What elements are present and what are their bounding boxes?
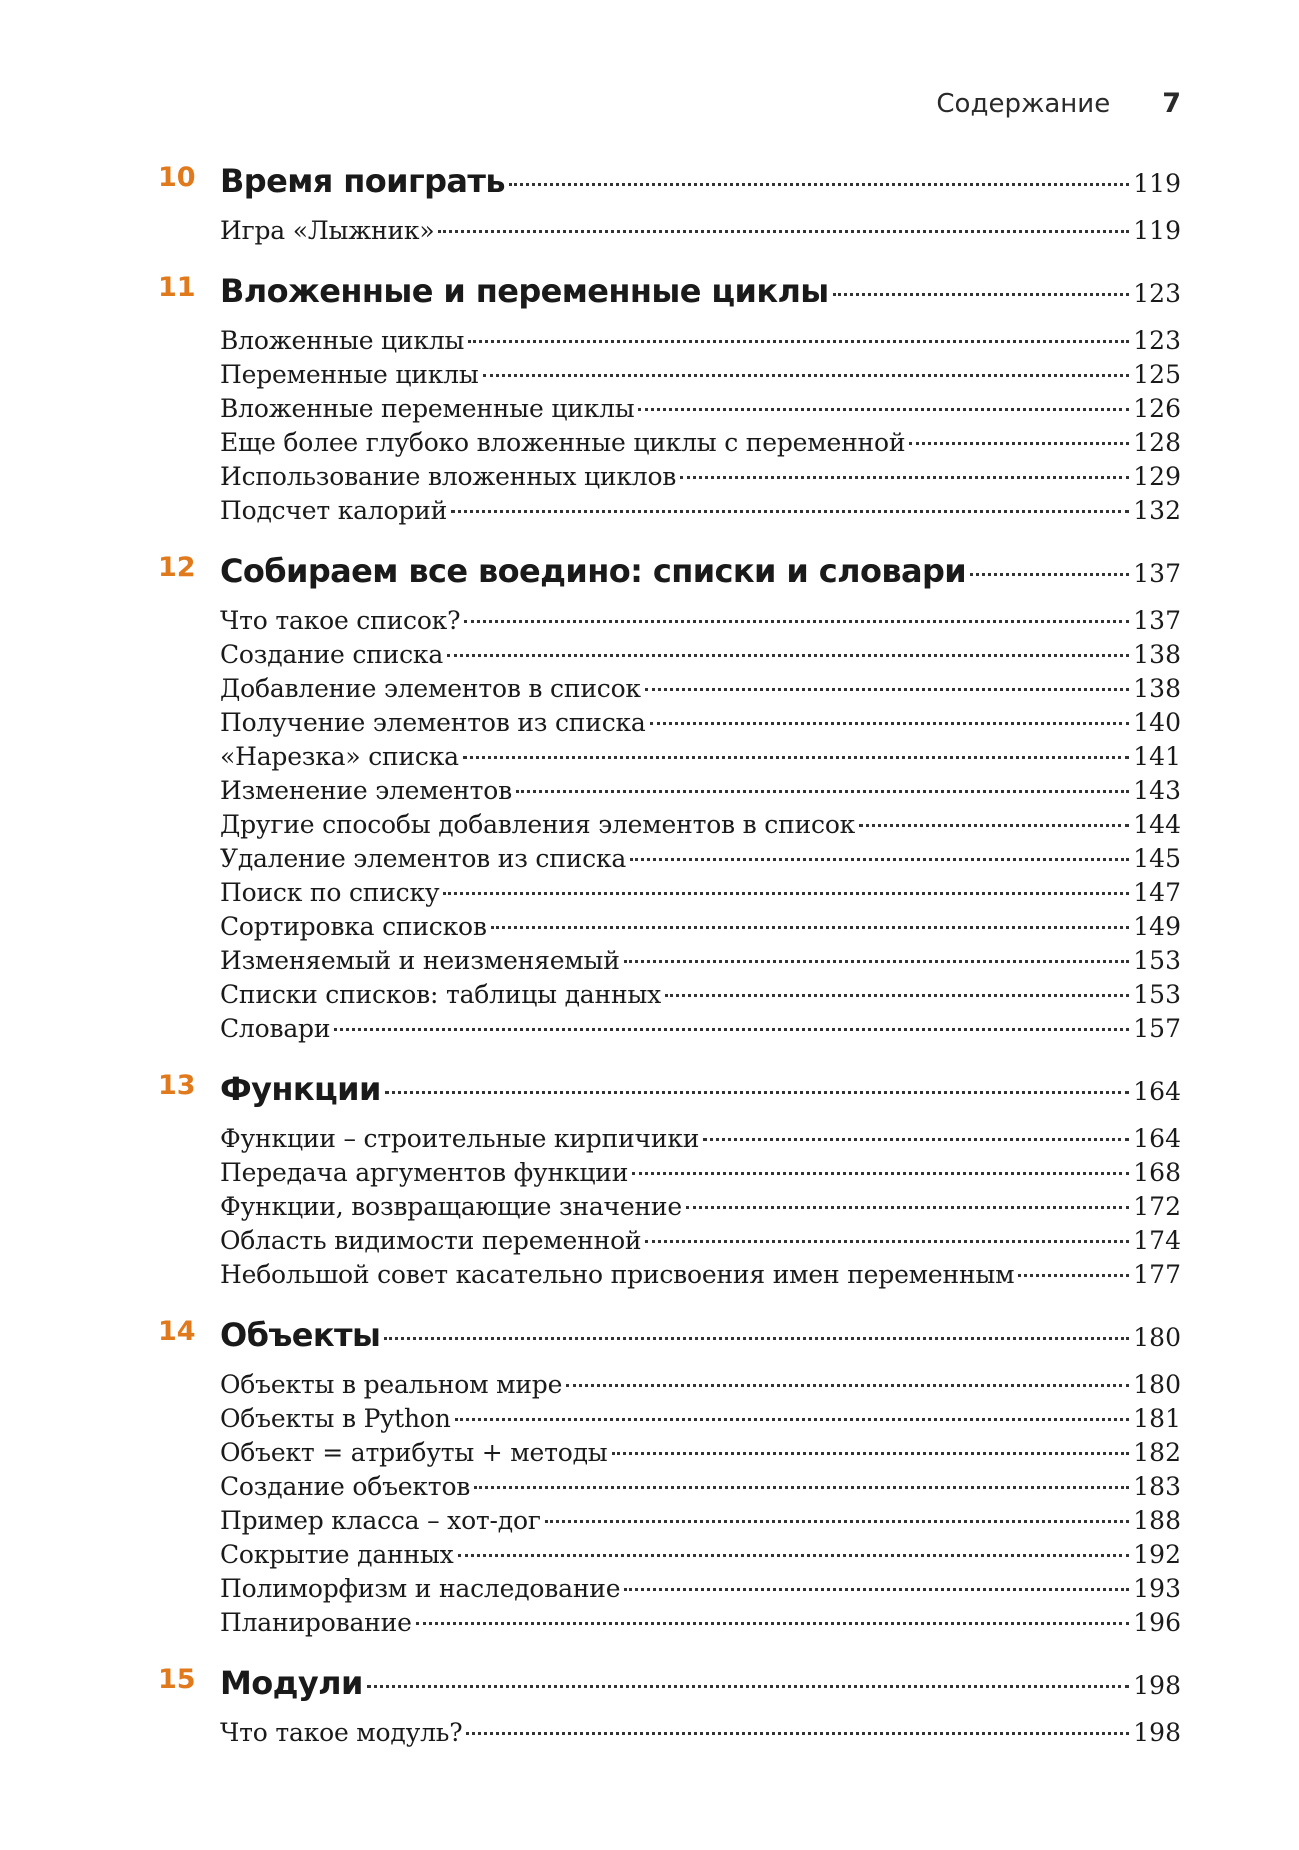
chapter-12 (0, 552, 1299, 1048)
entry-page: 153 (1133, 980, 1181, 1009)
toc-entry[interactable] (0, 1718, 1299, 1752)
entry-page: 196 (1133, 1608, 1181, 1637)
entry-page: 177 (1133, 1260, 1181, 1289)
entry-page: 119 (1133, 216, 1181, 245)
chapter-heading[interactable] (0, 1664, 1299, 1718)
toc-entry[interactable] (0, 708, 1299, 742)
chapter-page: 119 (1133, 169, 1181, 198)
chapter-page: 123 (1133, 279, 1181, 308)
entry-page: 164 (1133, 1124, 1181, 1153)
dot-leader (650, 722, 1130, 725)
dot-leader (491, 926, 1130, 929)
chapter-page: 164 (1133, 1077, 1181, 1106)
entry-page: 193 (1133, 1574, 1181, 1603)
entry-title: Объекты в реальном мире (220, 1370, 563, 1399)
dot-leader (463, 756, 1129, 759)
toc-entry[interactable] (0, 912, 1299, 946)
entry-title: Создание списка (220, 640, 444, 669)
chapter-13 (0, 1070, 1299, 1294)
entry-page: 183 (1133, 1472, 1181, 1501)
toc-entry[interactable] (0, 1472, 1299, 1506)
entry-title: Вложенные циклы (220, 326, 465, 355)
dot-leader (334, 1028, 1129, 1031)
entry-title: Подсчет калорий (220, 496, 448, 525)
toc-entry[interactable] (0, 1158, 1299, 1192)
toc-entry[interactable] (0, 878, 1299, 912)
chapter-page: 198 (1133, 1671, 1181, 1700)
entry-page: 192 (1133, 1540, 1181, 1569)
dot-leader (645, 688, 1129, 691)
running-head-title: Содержание (936, 89, 1111, 119)
chapter-number: 10 (158, 162, 196, 193)
chapter-title: Собираем все воедино: списки и словари (220, 552, 967, 590)
toc-entry[interactable] (0, 1438, 1299, 1472)
entry-page: 172 (1133, 1192, 1181, 1221)
dot-leader (483, 374, 1130, 377)
chapter-heading[interactable] (0, 272, 1299, 326)
entry-title: Удаление элементов из списка (220, 844, 627, 873)
entry-title: Другие способы добавления элементов в список (220, 810, 856, 839)
chapter-number: 11 (158, 272, 196, 303)
chapter-title: Время поиграть (220, 162, 505, 200)
toc-entry[interactable] (0, 844, 1299, 878)
entry-title: Получение элементов из списка (220, 708, 646, 737)
toc-entry[interactable] (0, 606, 1299, 640)
chapter-14 (0, 1316, 1299, 1642)
entry-title: Объекты в Python (220, 1404, 451, 1433)
entry-page: 157 (1133, 1014, 1181, 1043)
entry-page: 138 (1133, 640, 1181, 669)
dot-leader (438, 230, 1129, 233)
dot-leader (630, 858, 1129, 861)
entry-page: 129 (1133, 462, 1181, 491)
entry-title: Небольшой совет касательно присвоения имен переменным (220, 1260, 1015, 1289)
toc-entry[interactable] (0, 1014, 1299, 1048)
running-head-page-number: 7 (1162, 88, 1181, 119)
chapter-heading[interactable] (0, 1070, 1299, 1124)
toc-entry[interactable] (0, 462, 1299, 496)
entry-page: 132 (1133, 496, 1181, 525)
toc-entry[interactable] (0, 640, 1299, 674)
dot-leader (451, 510, 1129, 513)
dot-leader (566, 1384, 1129, 1387)
toc-entry[interactable] (0, 1226, 1299, 1260)
entry-page: 147 (1133, 878, 1181, 907)
entry-title: Изменяемый и неизменяемый (220, 946, 620, 975)
toc-entry[interactable] (0, 1506, 1299, 1540)
entry-title: Использование вложенных циклов (220, 462, 677, 491)
entry-page: 145 (1133, 844, 1181, 873)
dot-leader (632, 1172, 1129, 1175)
dot-leader (455, 1418, 1130, 1421)
chapter-title: Объекты (220, 1316, 381, 1354)
chapter-heading[interactable] (0, 552, 1299, 606)
dot-leader (970, 573, 1129, 576)
dot-leader (516, 790, 1129, 793)
entry-page: 182 (1133, 1438, 1181, 1467)
toc-entry[interactable] (0, 1192, 1299, 1226)
chapter-heading[interactable] (0, 162, 1299, 216)
chapter-number: 13 (158, 1070, 196, 1101)
toc-entry[interactable] (0, 1124, 1299, 1158)
entry-title: Область видимости переменной (220, 1226, 642, 1255)
dot-leader (645, 1240, 1129, 1243)
toc-entry[interactable] (0, 496, 1299, 530)
entry-title: Планирование (220, 1608, 412, 1637)
dot-leader (474, 1486, 1129, 1489)
dot-leader (833, 293, 1130, 296)
entry-title: Поиск по списку (220, 878, 440, 907)
entry-title: Списки списков: таблицы данных (220, 980, 662, 1009)
toc-entry[interactable] (0, 946, 1299, 980)
chapter-page: 137 (1133, 559, 1181, 588)
toc-entry[interactable] (0, 980, 1299, 1014)
entry-page: 144 (1133, 810, 1181, 839)
toc-entry[interactable] (0, 1404, 1299, 1438)
chapter-title: Модули (220, 1664, 363, 1702)
toc-entry[interactable] (0, 1574, 1299, 1608)
entry-page: 128 (1133, 428, 1181, 457)
entry-page: 181 (1133, 1404, 1181, 1433)
entry-title: «Нарезка» списка (220, 742, 459, 771)
dot-leader (385, 1091, 1129, 1094)
dot-leader (458, 1554, 1130, 1557)
entry-page: 140 (1133, 708, 1181, 737)
entry-title: Функции, возвращающие значение (220, 1192, 682, 1221)
dot-leader (468, 340, 1129, 343)
dot-leader (384, 1337, 1129, 1340)
chapter-15 (0, 1664, 1299, 1752)
toc-entry[interactable] (0, 776, 1299, 810)
dot-leader (680, 476, 1129, 479)
chapter-number: 12 (158, 552, 196, 583)
entry-title: Что такое модуль? (220, 1718, 463, 1747)
dot-leader (466, 1732, 1129, 1735)
dot-leader (612, 1452, 1130, 1455)
dot-leader (1018, 1274, 1129, 1277)
entry-title: Функции – строительные кирпичики (220, 1124, 700, 1153)
chapter-title: Вложенные и переменные циклы (220, 272, 829, 310)
entry-title: Игра «Лыжник» (220, 216, 435, 245)
chapter-10 (0, 162, 1299, 250)
toc-entry[interactable] (0, 326, 1299, 360)
toc-entry[interactable] (0, 394, 1299, 428)
entry-page: 143 (1133, 776, 1181, 805)
running-head (936, 88, 1181, 119)
toc-entry[interactable] (0, 1608, 1299, 1642)
entry-page: 174 (1133, 1226, 1181, 1255)
entry-page: 141 (1133, 742, 1181, 771)
toc-entry[interactable] (0, 360, 1299, 394)
entry-title: Сокрытие данных (220, 1540, 454, 1569)
entry-title: Вложенные переменные циклы (220, 394, 635, 423)
chapter-11 (0, 272, 1299, 530)
dot-leader (443, 892, 1129, 895)
entry-title: Создание объектов (220, 1472, 471, 1501)
chapter-title: Функции (220, 1070, 381, 1108)
entry-page: 198 (1133, 1718, 1181, 1747)
entry-page: 149 (1133, 912, 1181, 941)
entry-title: Полиморфизм и наследование (220, 1574, 621, 1603)
dot-leader (859, 824, 1129, 827)
chapter-number: 15 (158, 1664, 196, 1695)
entry-title: Объект = атрибуты + методы (220, 1438, 608, 1467)
entry-page: 138 (1133, 674, 1181, 703)
dot-leader (686, 1206, 1129, 1209)
toc-entry[interactable] (0, 810, 1299, 844)
entry-title: Передача аргументов функции (220, 1158, 629, 1187)
chapter-number: 14 (158, 1316, 196, 1347)
dot-leader (665, 994, 1129, 997)
entry-page: 153 (1133, 946, 1181, 975)
toc-entry[interactable] (0, 1260, 1299, 1294)
toc-entry[interactable] (0, 742, 1299, 776)
dot-leader (624, 1588, 1129, 1591)
toc-entry[interactable] (0, 1370, 1299, 1404)
entry-title: Сортировка списков (220, 912, 487, 941)
dot-leader (624, 960, 1130, 963)
dot-leader (909, 442, 1129, 445)
entry-page: 168 (1133, 1158, 1181, 1187)
entry-page: 137 (1133, 606, 1181, 635)
dot-leader (447, 654, 1129, 657)
toc-entry[interactable] (0, 216, 1299, 250)
dot-leader (367, 1685, 1129, 1688)
entry-page: 125 (1133, 360, 1181, 389)
entry-title: Что такое список? (220, 606, 461, 635)
table-of-contents (0, 162, 1299, 1774)
chapter-page: 180 (1133, 1323, 1181, 1352)
toc-entry[interactable] (0, 428, 1299, 462)
toc-entry[interactable] (0, 1540, 1299, 1574)
entry-title: Добавление элементов в список (220, 674, 641, 703)
dot-leader (545, 1520, 1130, 1523)
dot-leader (416, 1622, 1130, 1625)
entry-title: Изменение элементов (220, 776, 512, 805)
entry-title: Переменные циклы (220, 360, 479, 389)
entry-title: Словари (220, 1014, 331, 1043)
entry-page: 123 (1133, 326, 1181, 355)
entry-page: 126 (1133, 394, 1181, 423)
dot-leader (638, 408, 1129, 411)
toc-entry[interactable] (0, 674, 1299, 708)
entry-page: 188 (1133, 1506, 1181, 1535)
dot-leader (464, 620, 1129, 623)
dot-leader (509, 183, 1129, 186)
entry-title: Еще более глубоко вложенные циклы с переменной (220, 428, 906, 457)
dot-leader (703, 1138, 1129, 1141)
chapter-heading[interactable] (0, 1316, 1299, 1370)
entry-title: Пример класса – хот-дог (220, 1506, 541, 1535)
entry-page: 180 (1133, 1370, 1181, 1399)
